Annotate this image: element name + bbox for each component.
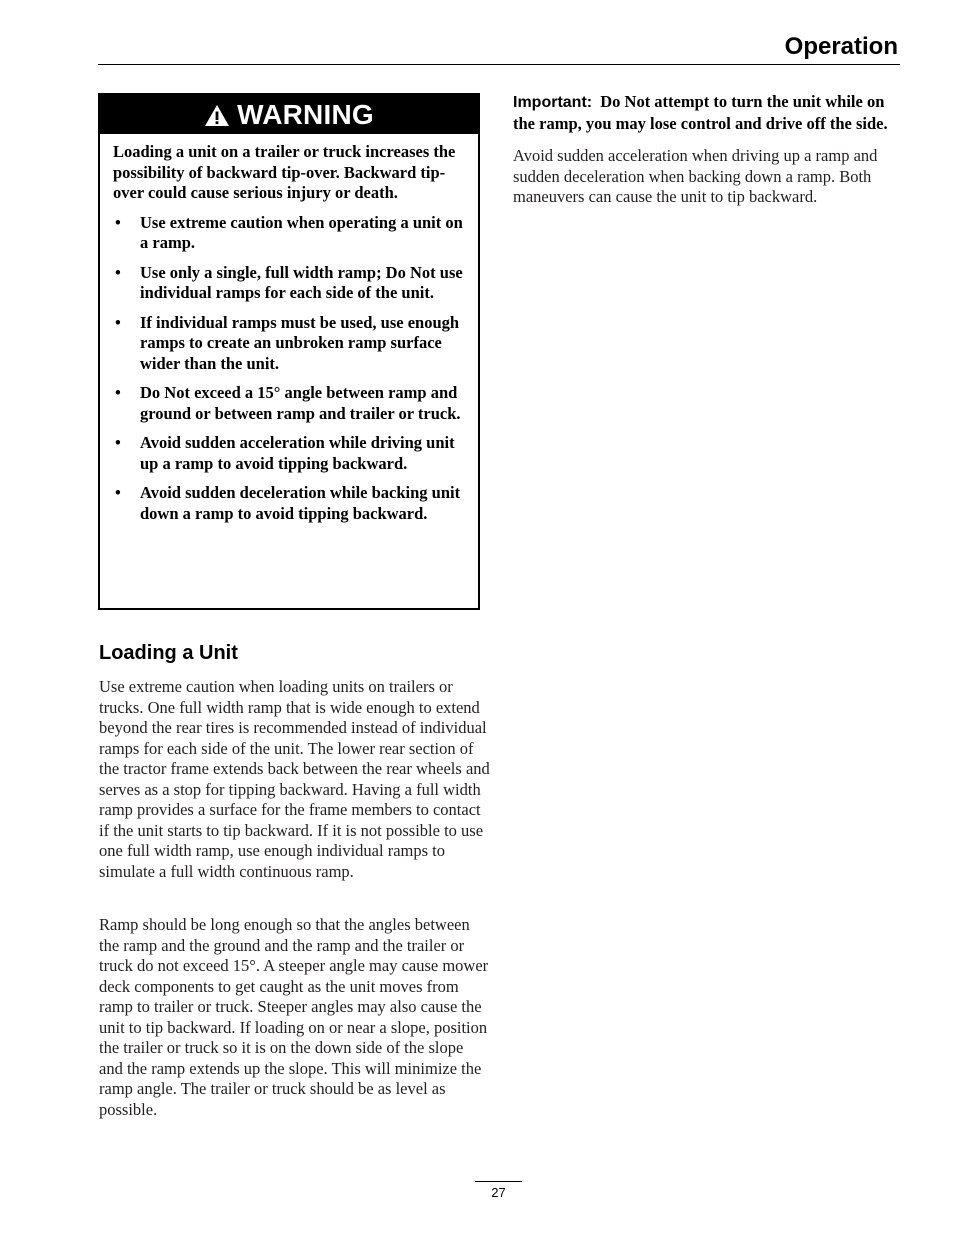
warning-banner xyxy=(100,95,478,134)
warning-list-item xyxy=(113,383,466,424)
important-text: Do Not attempt to turn the unit while on the ramp, you may lose control and drive off the side. xyxy=(513,92,888,133)
bullet-icon: • xyxy=(115,262,121,282)
bullet-icon: • xyxy=(115,433,121,452)
warning-item-text: Do Not exceed a 15° angle between ramp and ground or between ramp and trailer or truck. xyxy=(140,383,461,423)
warning-list-item xyxy=(113,263,466,304)
bullet-icon: • xyxy=(115,383,121,402)
body-paragraph: Avoid sudden acceleration when driving up a ramp and sudden deceleration when backing down a ramp. Both maneuvers can cause the unit to tip backward. xyxy=(513,146,878,206)
bullet-icon: • xyxy=(115,483,121,502)
body-paragraph: Use extreme caution when loading units on trailers or trucks. One full width ramp that is wide enough to extend beyond the rear tires is recommended instead of individual ramps for each side of the unit. The lower rear section of the tractor frame extends back between the rear wheels and serves as a stop for tipping backward. Having a full width ramp provides a surface for the frame members to contact if the unit starts to tip backward. If it is not possible to use one full width ramp, use enough individual ramps to simulate a full width continuous ramp. xyxy=(99,677,490,881)
warning-item-text: If individual ramps must be used, use enough ramps to create an unbroken ramp surface wider than the unit. xyxy=(140,312,460,373)
warning-title: WARNING xyxy=(237,98,374,130)
warning-item-text: Use only a single, full width ramp; Do Not use individual ramps for each side of the unit. xyxy=(140,262,463,302)
right-column xyxy=(513,92,903,208)
important-note xyxy=(513,92,903,134)
warning-box xyxy=(98,93,480,610)
warning-item-text: Avoid sudden deceleration while backing unit down a ramp to avoid tipping backward. xyxy=(140,483,461,523)
warning-list-item xyxy=(113,313,466,375)
bullet-icon: • xyxy=(115,312,121,332)
warning-intro: Loading a unit on a trailer or truck increases the possibility of backward tip-over. Backward tip-over could cause serious injury or death. xyxy=(113,142,456,202)
warning-item-text: Avoid sudden acceleration while driving unit up a ramp to avoid tipping backward. xyxy=(140,433,455,473)
page-header-title: Operation xyxy=(784,33,898,60)
warning-list-item xyxy=(113,433,466,474)
header-rule xyxy=(98,64,900,65)
warning-item-text: Use extreme caution when operating a unit on a ramp. xyxy=(140,212,463,252)
warning-triangle-icon xyxy=(204,104,230,127)
body-paragraph: Ramp should be long enough so that the angles between the ramp and the ground and the ramp and the trailer or truck do not exceed 15°. A steeper angle may cause mower deck components to get caught as the unit moves from ramp to trailer or truck. Steeper angles may also cause the unit to tip backward. If loading on or near a slope, position the trailer or truck so it is on the down side of the slope and the ramp extends up the slope. This will minimize the ramp angle. The trailer or truck should be as level as possible. xyxy=(99,915,489,1119)
bullet-icon: • xyxy=(115,212,121,232)
warning-list-item xyxy=(113,213,466,254)
page-number: 27 xyxy=(491,1185,506,1200)
warning-list xyxy=(113,213,466,525)
warning-list-item xyxy=(113,483,466,524)
important-label: Important: xyxy=(513,94,593,111)
section-heading: Loading a Unit xyxy=(99,642,238,664)
page-number-rule xyxy=(475,1181,522,1182)
